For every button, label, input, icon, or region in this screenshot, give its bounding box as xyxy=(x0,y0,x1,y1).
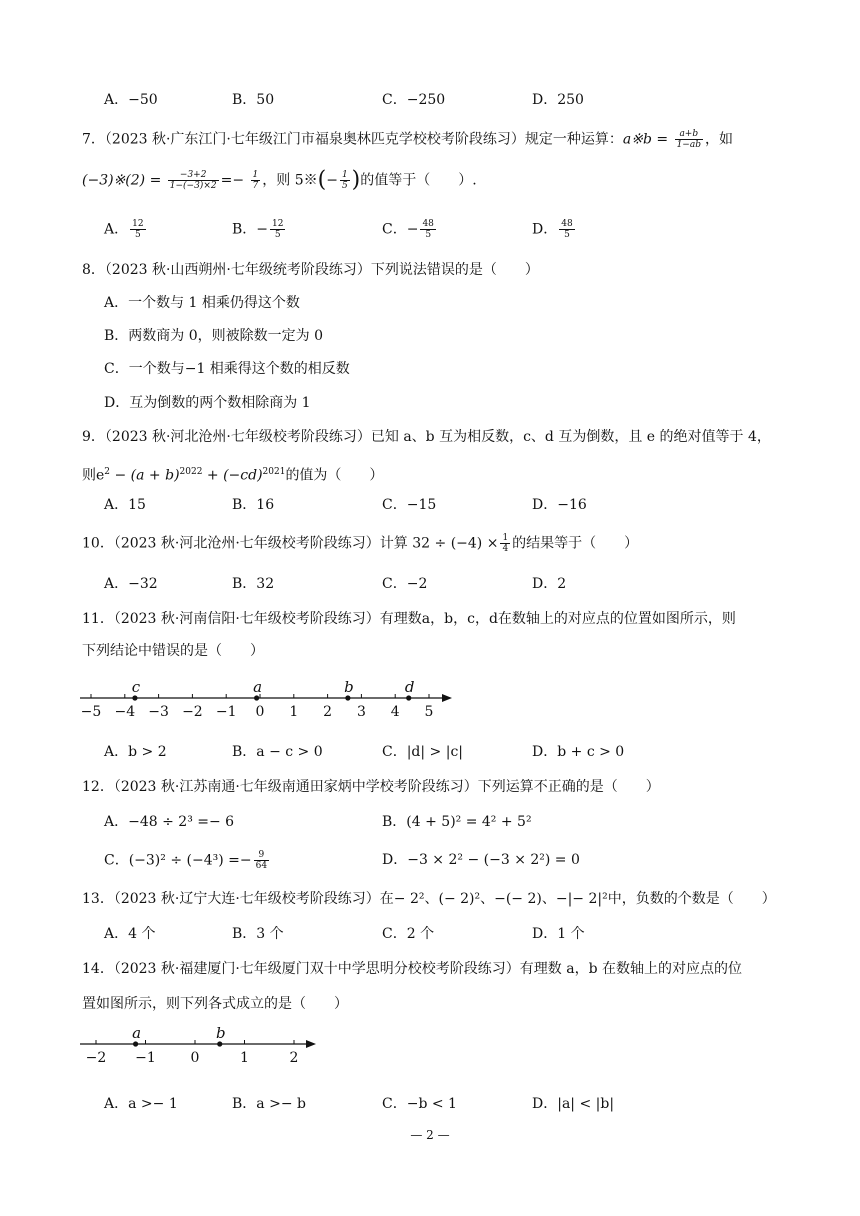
q9-option-b: B．16 xyxy=(232,497,275,513)
q14-stem-line2: 置如图所示，则下列各式成立的是（ ） xyxy=(82,996,348,1012)
q14-option-a: A．a >− 1 xyxy=(104,1096,178,1112)
q12-stem: 12．（2023 秋·江苏南通·七年级南通田家炳中学校考阶段练习）下列运算不正确的是（ ） xyxy=(82,779,660,795)
q7-stem-line1: 7．（2023 秋·广东江门·七年级江门市福泉奥林匹克学校校考阶段练习）规定一种运算：a※b = $\frac{a+b}{1-ab}$ ，如 xyxy=(82,129,733,150)
q11-tick-label: 2 xyxy=(323,704,333,720)
q8-option-d: D．互为倒数的两个数相除商为 1 xyxy=(104,395,311,411)
q11-option-c: C．|d| > |c| xyxy=(382,744,464,760)
q7-example-fraction: $\frac{-3+2}{1-(-3)\times 2}$ xyxy=(169,170,217,191)
q6-option-d: D．250 xyxy=(532,92,584,108)
q14-tick-label: −2 xyxy=(85,1050,107,1066)
q11-point-c xyxy=(132,695,137,700)
q12-option-c: C．(−3)² ÷ (−4³) =− $\frac{9}{64}$ xyxy=(104,850,268,871)
q11-tick-label: 1 xyxy=(289,704,299,720)
q9-option-a: A．15 xyxy=(104,497,146,513)
q14-number-line xyxy=(76,1022,326,1070)
q10-option-d: D．2 xyxy=(532,576,567,592)
q10-option-b: B．32 xyxy=(232,576,275,592)
q13-option-d: D．1 个 xyxy=(532,926,585,942)
q8-option-a: A．一个数与 1 相乘仍得这个数 xyxy=(104,295,300,311)
q7-option-c: C．− $\frac{48}{5}$ xyxy=(382,219,434,240)
q14-point-label-a: a xyxy=(132,1024,142,1042)
q7-option-a: A． $\frac{12}{5}$ xyxy=(104,219,144,240)
q10-stem: 10．（2023 秋·河北沧州·七年级校考阶段练习）计算 32 ÷ (−4) × $\frac{1}{4}$ 的结果等于（ ） xyxy=(82,533,639,554)
q7-option-b: B．− $\frac{12}{5}$ xyxy=(232,219,284,240)
q13-option-a: A．4 个 xyxy=(104,926,156,942)
q11-tick-label: −5 xyxy=(80,704,102,720)
q14-tick-label: 2 xyxy=(289,1050,299,1066)
q11-option-d: D．b + c > 0 xyxy=(532,744,625,760)
q11-point-label-d: d xyxy=(404,678,415,696)
q13-stem: 13．（2023 秋·辽宁大连·七年级校考阶段练习）在− 2²、(− 2)²、−(− 2)、−|− 2|²中，负数的个数是（ ） xyxy=(82,891,776,907)
q11-stem-line2: 下列结论中错误的是（ ） xyxy=(82,643,264,659)
q13-option-c: C．2 个 xyxy=(382,926,435,942)
q11-point-label-a: a xyxy=(253,678,263,696)
q12-option-d: D．−3 × 2² − (−3 × 2²) = 0 xyxy=(382,852,580,868)
q11-stem-line1: 11．（2023 秋·河南信阳·七年级校考阶段练习）有理数a，b，c，d在数轴上的对应点的位置如图所示，则 xyxy=(82,611,736,627)
q14-option-d: D．|a| < |b| xyxy=(532,1096,615,1112)
q6-option-b: B．50 xyxy=(232,92,275,108)
q8-option-c: C．一个数与−1 相乘得这个数的相反数 xyxy=(104,361,350,377)
q6-option-c: C．−250 xyxy=(382,92,446,108)
q7-operation: a※b = xyxy=(622,131,669,148)
q11-point-label-b: b xyxy=(344,678,354,696)
q11-option-b: B．a − c > 0 xyxy=(232,744,323,760)
q9-option-c: C．−15 xyxy=(382,497,437,513)
q11-tick-label: 3 xyxy=(356,704,366,720)
q11-tick-label: −2 xyxy=(182,704,203,720)
q11-tick-label: −3 xyxy=(148,704,169,720)
q11-tick-label: −4 xyxy=(114,704,136,720)
q14-option-c: C．−b < 1 xyxy=(382,1096,457,1112)
q11-axis-arrow xyxy=(442,694,452,702)
q12-option-b: B．(4 + 5)² = 4² + 5² xyxy=(382,814,532,830)
q11-tick-label: 4 xyxy=(390,704,400,720)
q7-option-d: D． $\frac{48}{5}$ xyxy=(532,219,573,240)
q7-op-fraction: $\frac{a+b}{1-ab}$ xyxy=(676,129,701,150)
q11-point-label-c: c xyxy=(131,678,141,696)
q13-option-b: B．3 个 xyxy=(232,926,284,942)
q11-number-line xyxy=(76,676,460,724)
q11-tick-label: 0 xyxy=(255,704,265,720)
q14-option-b: B．a >− b xyxy=(232,1096,306,1112)
page-number: — 2 — xyxy=(410,1128,450,1142)
q7-stem-text: 7．（2023 秋·广东江门·七年级江门市福泉奥林匹克学校校考阶段练习）规定一种运算： xyxy=(82,131,623,148)
q9-option-d: D．−16 xyxy=(532,497,587,513)
q14-tick-label: 1 xyxy=(240,1050,249,1066)
q7-stem-line2: (−3)※(2) = $\frac{-3+2}{1-(-3)\times 2}$ =− $\frac{1}{7}$ ，则 5※(− $\frac{1}{5}$ )的值等于（ ）. xyxy=(82,167,477,193)
q9-stem-line1: 9．（2023 秋·河北沧州·七年级校考阶段练习）已知 a、b 互为相反数，c、d 互为倒数，且 e 的绝对值等于 4， xyxy=(82,429,771,445)
q10-option-a: A．−32 xyxy=(104,576,158,592)
q14-axis-arrow xyxy=(306,1040,316,1048)
q11-point-b xyxy=(345,695,350,700)
q14-tick-label: 0 xyxy=(190,1050,200,1066)
q11-point-a xyxy=(254,695,259,700)
q6-option-a: A．−50 xyxy=(104,92,158,108)
q14-point-label-b: b xyxy=(215,1024,226,1042)
q14-point-a xyxy=(133,1041,138,1046)
q14-tick-label: −1 xyxy=(135,1050,156,1066)
q14-stem-line1: 14．（2023 秋·福建厦门·七年级厦门双十中学思明分校校考阶段练习）有理数 a，b 在数轴上的对应点的位 xyxy=(82,961,743,977)
q9-stem-line2: 则$e^2 - (a + b)^{2022} + (-cd)^{2021}$的值为（ ） xyxy=(82,467,384,484)
q14-point-b xyxy=(217,1041,222,1046)
q10-option-c: C．−2 xyxy=(382,576,428,592)
q11-tick-label: 5 xyxy=(424,704,434,720)
q11-option-a: A．b > 2 xyxy=(104,744,167,760)
q11-point-d xyxy=(406,695,411,700)
q11-tick-label: −1 xyxy=(215,704,237,720)
q8-option-b: B．两数商为 0，则被除数一定为 0 xyxy=(104,328,324,344)
q12-option-a: A．−48 ÷ 2³ =− 6 xyxy=(104,814,235,830)
q8-stem: 8．（2023 秋·山西朔州·七年级统考阶段练习）下列说法错误的是（ ） xyxy=(82,262,539,278)
